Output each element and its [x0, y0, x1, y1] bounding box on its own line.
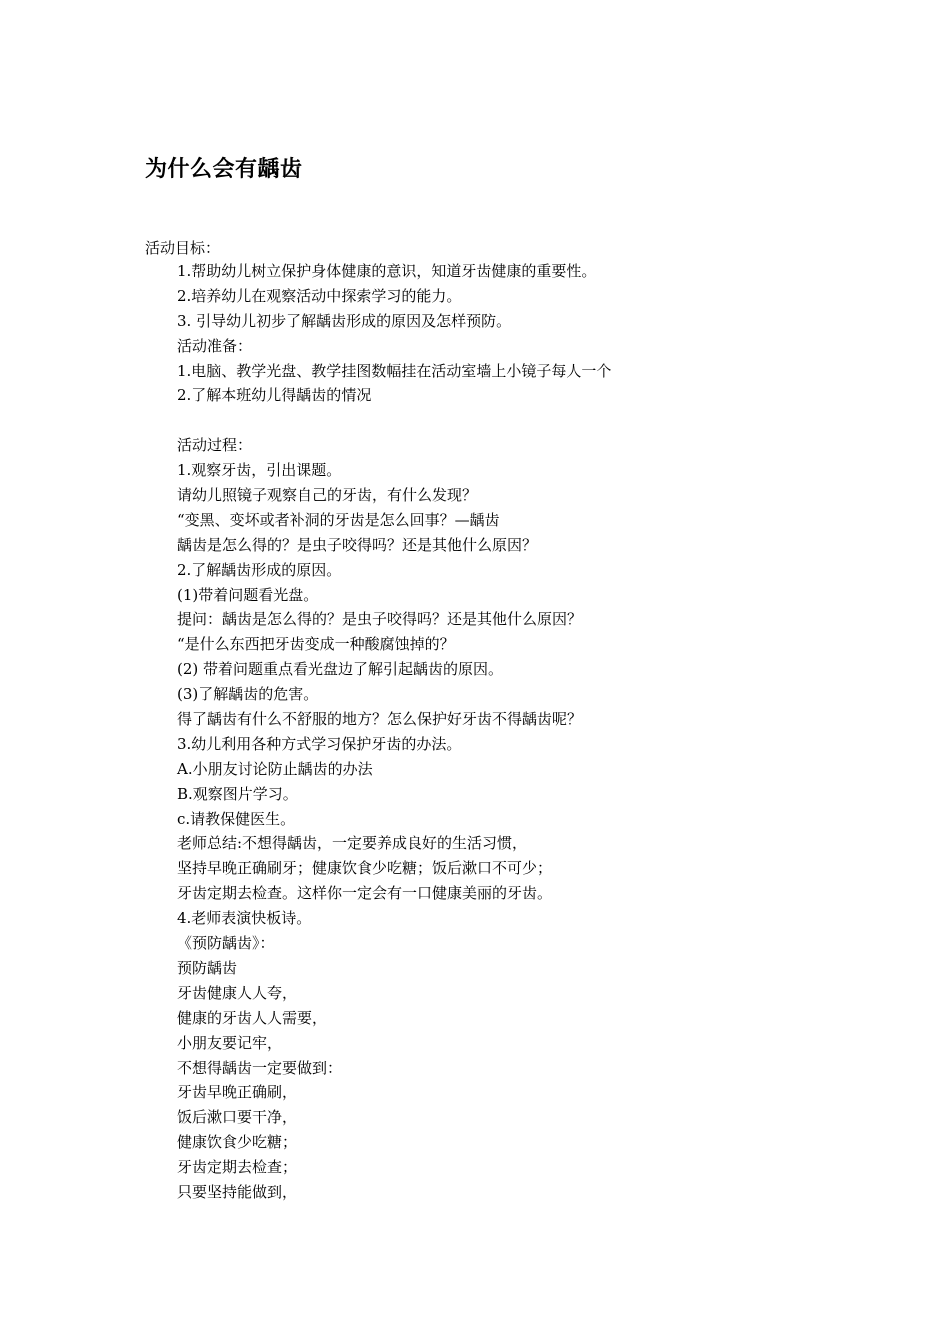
- document-body: [177, 259, 611, 1205]
- text-line: (3)了解龋齿的危害。: [177, 685, 319, 704]
- text-line: 健康饮食少吃糖；: [177, 1133, 298, 1152]
- text-line: 提问：龋齿是怎么得的？是虫子咬得吗？还是其他什么原因？: [177, 610, 583, 629]
- text-line: “是什么东西把牙齿变成一种酸腐蚀掉的？: [177, 635, 455, 654]
- text-line: 老师总结:不想得龋齿，一定要养成良好的生活习惯，: [177, 834, 528, 853]
- document-title: 为什么会有龋齿: [145, 157, 303, 182]
- text-line: 龋齿是怎么得的？是虫子咬得吗？还是其他什么原因？: [177, 535, 538, 554]
- text-line: 得了龋齿有什么不舒服的地方？怎么保护好牙齿不得龋齿呢？: [177, 710, 583, 729]
- text-line: 3. 引导幼儿初步了解龋齿形成的原因及怎样预防。: [177, 311, 512, 330]
- text-line: B.观察图片学习。: [177, 784, 298, 803]
- text-line: 1.观察牙齿，引出课题。: [177, 461, 342, 480]
- text-line: 牙齿健康人人夸，: [177, 983, 298, 1002]
- text-line: 2.了解本班幼儿得龋齿的情况: [177, 386, 372, 405]
- text-line: 牙齿早晚正确刷，: [177, 1083, 298, 1102]
- text-line: [177, 408, 611, 433]
- text-line: 2.培养幼儿在观察活动中探索学习的能力。: [177, 286, 462, 305]
- text-line: 小朋友要记牢，: [177, 1033, 283, 1052]
- text-line: 1.帮助幼儿树立保护身体健康的意识，知道牙齿健康的重要性。: [177, 262, 597, 280]
- text-line: 牙齿定期去检查；: [177, 1158, 298, 1177]
- text-line: c.请教保健医生。: [177, 809, 296, 828]
- text-line: 牙齿定期去检查。这样你一定会有一口健康美丽的牙齿。: [177, 884, 553, 903]
- text-line: 健康的牙齿人人需要，: [177, 1008, 328, 1027]
- text-line: A.小朋友讨论防止龋齿的办法: [177, 759, 373, 778]
- text-line: 饭后漱口要干净，: [177, 1108, 298, 1127]
- text-line: (2) 带着问题重点看光盘边了解引起龋齿的原因。: [177, 660, 504, 679]
- objectives-label: 活动目标：: [145, 239, 221, 257]
- text-line: 《预防龋齿》：: [177, 934, 275, 953]
- text-line: 只要坚持能做到，: [177, 1182, 298, 1201]
- text-line: 活动过程：: [177, 436, 253, 455]
- text-line: (1)带着问题看光盘。: [177, 585, 319, 604]
- text-line: 3.幼儿利用各种方式学习保护牙齿的办法。: [177, 734, 462, 753]
- text-line: 活动准备：: [177, 336, 253, 355]
- text-line: 预防龋齿: [177, 958, 238, 977]
- text-line: 4.老师表演快板诗。: [177, 909, 312, 928]
- text-line: 请幼儿照镜子观察自己的牙齿，有什么发现？: [177, 486, 478, 505]
- text-line: 2.了解龋齿形成的原因。: [177, 560, 342, 579]
- text-line: 不想得龋齿一定要做到：: [177, 1058, 343, 1077]
- text-line: “变黑、变坏或者补洞的牙齿是怎么回事？—龋齿: [177, 510, 500, 529]
- text-line: 1.电脑、教学光盘、教学挂图数幅挂在活动室墙上小镜子每人一个: [177, 361, 612, 380]
- text-line: 坚持早晚正确刷牙；健康饮食少吃糖；饭后漱口不可少；: [177, 859, 553, 878]
